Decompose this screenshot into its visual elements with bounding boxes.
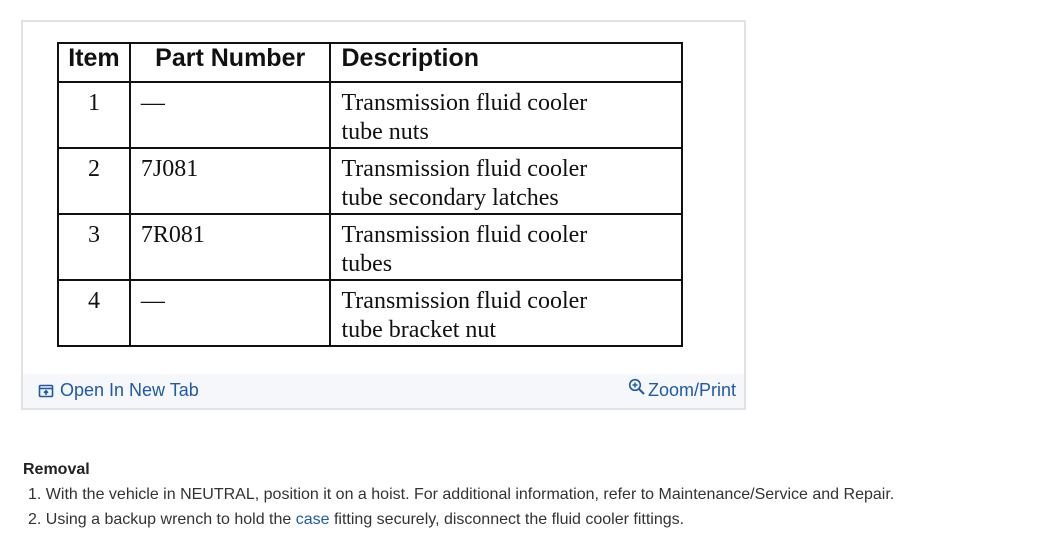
header-part-number: Part Number (130, 43, 331, 82)
step-text: fitting securely, disconnect the fluid cooler fittings. (333, 511, 685, 528)
header-item: Item (58, 43, 130, 82)
table-row (58, 280, 682, 346)
open-in-new-tab-link[interactable] (38, 380, 199, 401)
description-line: Transmission fluid cooler (341, 90, 588, 116)
cell-part-number: 7J081 (130, 148, 331, 214)
table-row (58, 82, 682, 148)
parts-table (57, 42, 683, 347)
table-header-row (58, 43, 682, 82)
cell-description (330, 148, 682, 214)
zoom-print-label: Zoom/Print (647, 380, 736, 400)
step-text: 2. Using a backup wrench to hold the (28, 511, 292, 528)
cell-part-number: — (130, 280, 331, 346)
cell-item: 3 (58, 214, 130, 280)
cell-item: 2 (58, 148, 130, 214)
header-description: Description (330, 43, 682, 82)
description-line: tube nuts (341, 119, 429, 145)
open-in-new-tab-label: Open In New Tab (60, 380, 199, 400)
zoom-print-link[interactable] (628, 380, 736, 401)
description-line: Transmission fluid cooler (341, 222, 588, 248)
table-row (58, 148, 682, 214)
description-line: tubes (341, 251, 393, 277)
list-item: 1. With the vehicle in NEUTRAL, position it on a hoist. For additional information, refer to Maintenance/Service and Repair. (28, 486, 895, 503)
list-item (28, 510, 894, 535)
open-new-tab-icon (38, 383, 54, 399)
cell-description (330, 280, 682, 346)
description-line: tube secondary latches (341, 185, 559, 211)
table-row (58, 214, 682, 280)
parts-figure-card (21, 20, 746, 410)
removal-heading: Removal (23, 461, 90, 478)
case-link[interactable]: case (295, 511, 330, 528)
description-line: Transmission fluid cooler (341, 288, 588, 314)
cell-item: 4 (58, 280, 130, 346)
cell-part-number: — (130, 82, 331, 148)
cell-part-number: 7R081 (130, 214, 331, 280)
description-line: tube bracket nut (341, 317, 497, 343)
parts-table-wrapper (57, 42, 683, 347)
figure-footer (23, 374, 744, 408)
cell-description (330, 82, 682, 148)
zoom-in-icon (628, 378, 646, 396)
cell-item: 1 (58, 82, 130, 148)
removal-steps (28, 485, 894, 535)
cell-description (330, 214, 682, 280)
description-line: Transmission fluid cooler (341, 156, 588, 182)
